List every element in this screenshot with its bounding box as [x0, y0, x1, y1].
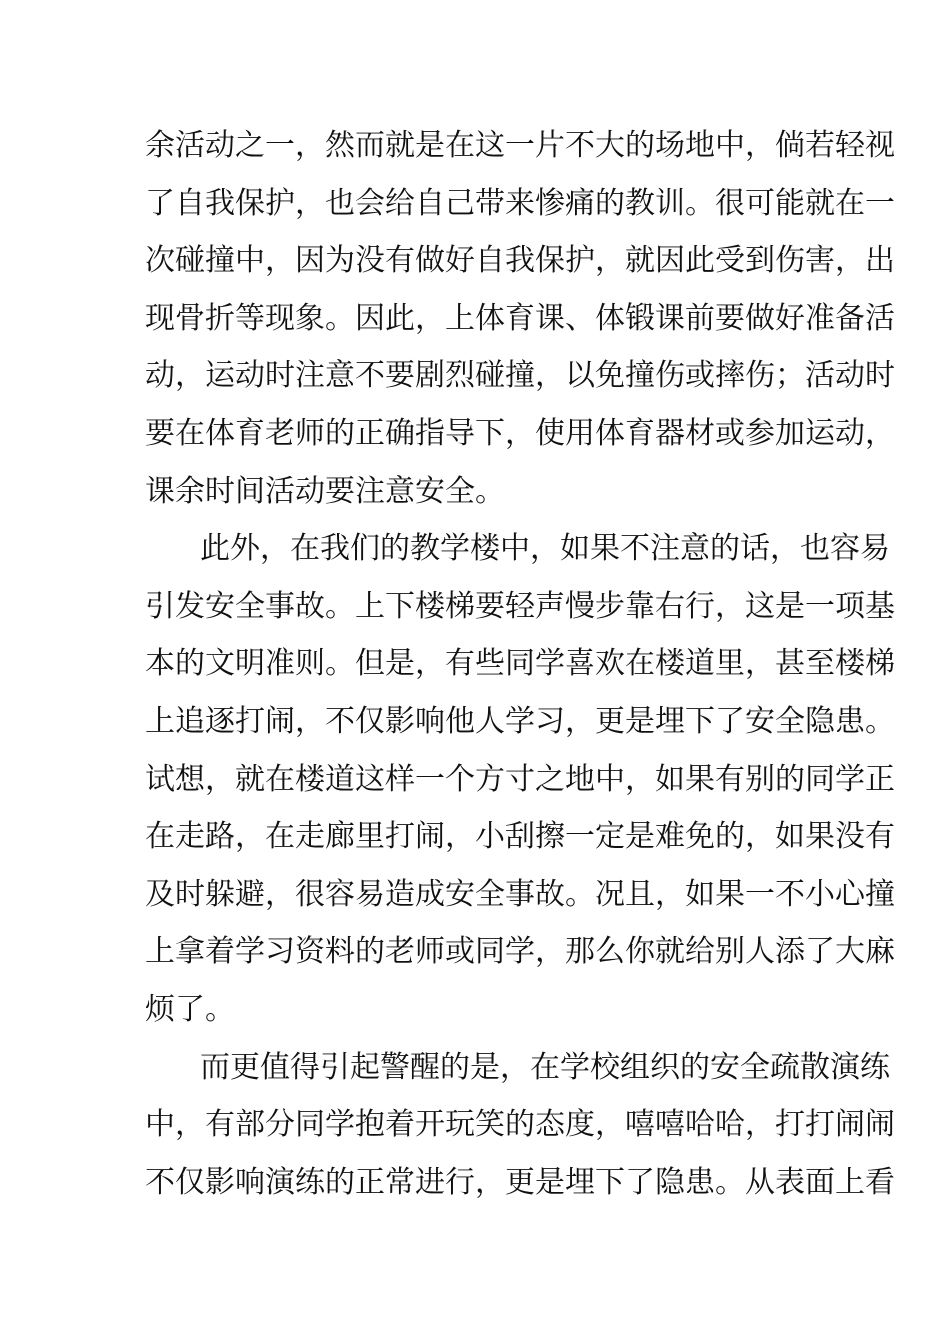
text-line: 中，有部分同学抱着开玩笑的态度，嘻嘻哈哈，打打闹闹: [145, 1107, 895, 1143]
text-line: 动，运动时注意不要剧烈碰撞，以免撞伤或摔伤；活动时: [145, 358, 895, 394]
text-line: 要在体育老师的正确指导下，使用体育器材或参加运动，: [145, 415, 895, 451]
text-line: 及时躲避，很容易造成安全事故。况且，如果一不小心撞: [145, 876, 895, 912]
text-line: 次碰撞中，因为没有做好自我保护，就因此受到伤害，出: [145, 243, 895, 279]
paragraph-first-line: 而更值得引起警醒的是，在学校组织的安全疏散演练: [200, 1049, 890, 1085]
text-line: 引发安全事故。上下楼梯要轻声慢步靠右行，这是一项基: [145, 588, 895, 624]
paragraph-end-line: 烦了。: [145, 991, 235, 1027]
text-line: 本的文明准则。但是，有些同学喜欢在楼道里，甚至楼梯: [145, 646, 895, 682]
text-line: 余活动之一，然而就是在这一片不大的场地中，倘若轻视: [145, 128, 895, 163]
text-line: 上拿着学习资料的老师或同学，那么你就给别人添了大麻: [145, 934, 895, 970]
text-line: 现骨折等现象。因此，上体育课、体锻课前要做好准备活: [145, 300, 895, 336]
text-line: 试想，就在楼道这样一个方寸之地中，如果有别的同学正: [145, 761, 895, 797]
text-line: 不仅影响演练的正常进行，更是埋下了隐患。从表面上看: [145, 1164, 895, 1200]
paragraph-end-line: 课余时间活动要注意安全。: [145, 473, 505, 509]
text-line: 了自我保护，也会给自己带来惨痛的教训。很可能就在一: [145, 185, 895, 221]
paragraph-first-line: 此外，在我们的教学楼中，如果不注意的话，也容易: [200, 531, 890, 567]
text-line: 在走路，在走廊里打闹，小刮擦一定是难免的，如果没有: [145, 819, 895, 855]
text-line: 上追逐打闹，不仅影响他人学习，更是埋下了安全隐患。: [145, 703, 895, 739]
body-text: [145, 117, 895, 1211]
